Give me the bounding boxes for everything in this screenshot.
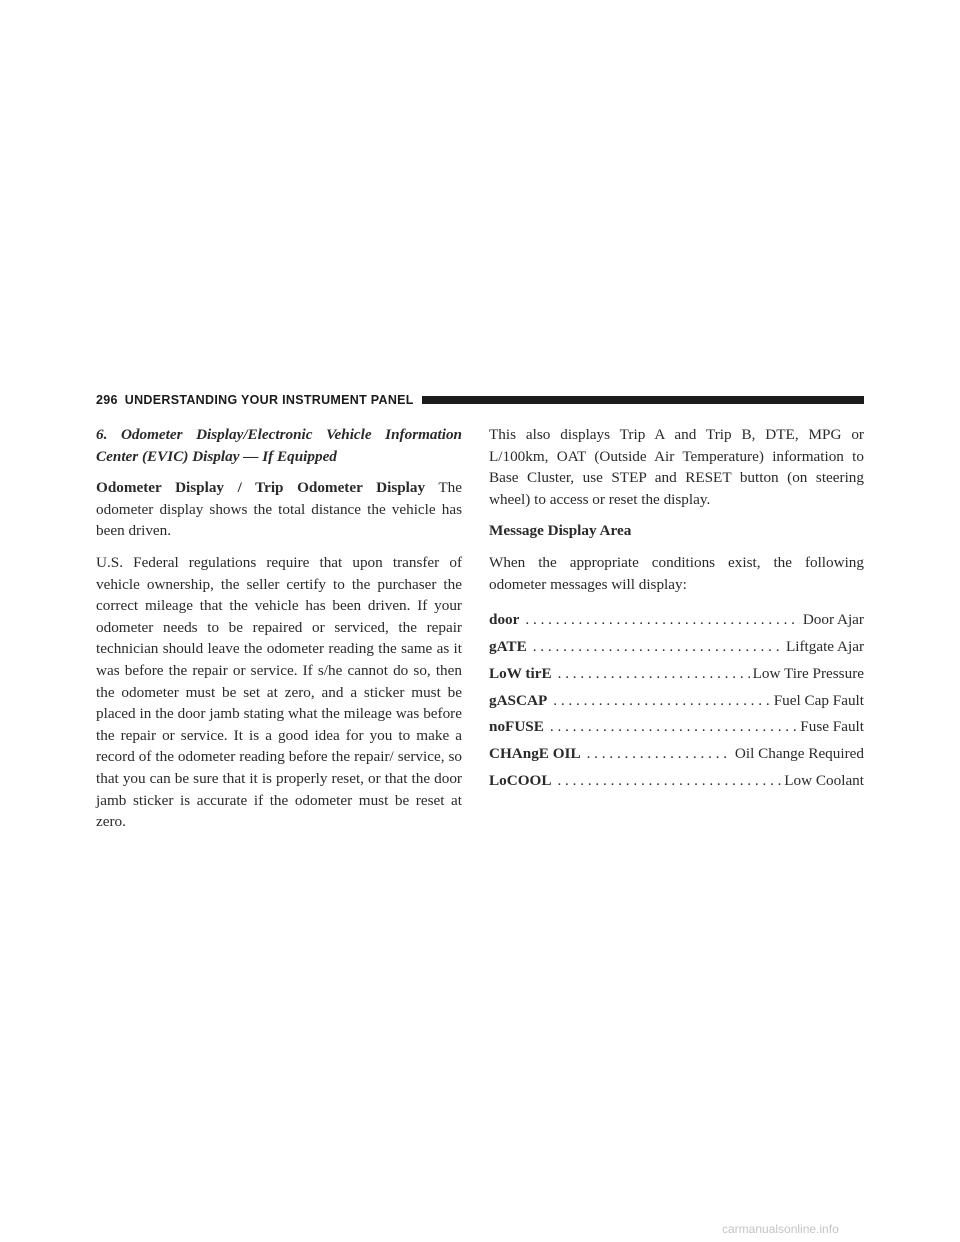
message-meaning: Fuel Cap Fault: [773, 691, 864, 709]
message-intro: When the appropriate conditions exist, the following odometer messages will display:: [489, 553, 864, 593]
page-header: [96, 391, 864, 409]
leader-dots: [525, 609, 799, 631]
message-display-heading: Message Display Area: [489, 522, 632, 540]
right-column: [489, 424, 864, 797]
leader-dots: [557, 770, 781, 792]
leader-dots: [558, 663, 750, 685]
message-code: LoW tirE: [489, 664, 552, 682]
message-code: gATE: [489, 637, 527, 655]
message-row: [489, 743, 864, 770]
odometer-run-in-heading: Odometer Display / Trip Odometer Display: [96, 479, 426, 497]
message-list: [489, 609, 864, 797]
message-meaning: Liftgate Ajar: [785, 637, 864, 655]
message-code: gASCAP: [489, 691, 548, 709]
message-row: [489, 636, 864, 663]
odometer-paragraph: [96, 477, 462, 542]
message-row: [489, 663, 864, 690]
message-code: LoCOOL: [489, 771, 552, 789]
message-code: door: [489, 611, 520, 629]
message-meaning: Oil Change Required: [734, 745, 864, 763]
message-row: [489, 690, 864, 717]
leader-dots: [587, 743, 732, 765]
message-meaning: Fuse Fault: [800, 718, 864, 736]
message-row: [489, 609, 864, 636]
left-column: [96, 424, 462, 843]
watermark: carmanualsonline.info: [722, 1222, 839, 1236]
message-code: noFUSE: [489, 718, 544, 736]
leader-dots: [550, 716, 797, 738]
message-code: CHAngE OIL: [489, 745, 581, 763]
leader-dots: [553, 690, 770, 712]
section-heading: 6. Odometer Display/Electronic Vehicle Information Center (EVIC) Display — If Equipped: [96, 426, 462, 465]
page-number: 296: [96, 393, 118, 407]
odometer-text: The odometer display shows the total distance the vehicle has been driven.: [96, 479, 462, 540]
section-title: UNDERSTANDING YOUR INSTRUMENT PANEL: [124, 393, 414, 407]
federal-regulations-paragraph: U.S. Federal regulations require that upon transfer of vehicle ownership, the seller certify to the purchaser the correct mileage that the vehicle has been driven. If your odometer needs to be repaired or serviced, the repair technician should leave the odometer reading the same as it was before the repair or service. If s/he cannot do so, then the odometer must be set at zero, and a sticker must be placed in the door jamb stating what the mileage was before the repair or service. It is a good idea for you to make a record of the odometer reading before the repair/ service, so that you can be sure that it is properly reset, or that the door jamb sticker is accurate if the odometer must be reset at zero.: [96, 553, 462, 831]
message-meaning: Low Tire Pressure: [752, 664, 864, 682]
trip-paragraph: This also displays Trip A and Trip B, DTE, MPG or L/100km, OAT (Outside Air Temperature) information to Base Cluster, use STEP and RESET button (on steering wheel) to access or reset the display.: [489, 426, 864, 508]
message-row: [489, 770, 864, 797]
header-rule: [422, 396, 864, 404]
message-row: [489, 716, 864, 743]
message-meaning: Door Ajar: [802, 611, 864, 629]
leader-dots: [533, 636, 783, 658]
message-meaning: Low Coolant: [784, 771, 864, 789]
